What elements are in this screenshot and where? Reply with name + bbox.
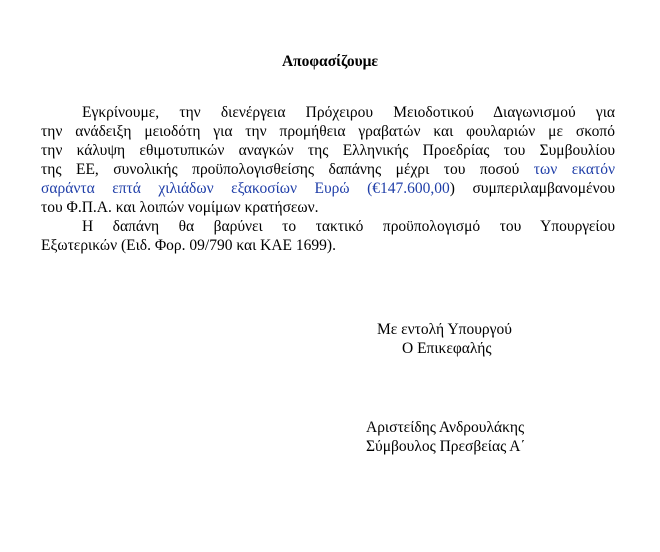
paragraph-line-3: την κάλυψη εθιμοτυπικών αναγκών της Ελληνικής Προεδρίας του Συμβουλίου [41, 142, 615, 159]
budget-line-2: Εξωτερικών (Ειδ. Φορ. 09/790 και ΚΑΕ 1699). [41, 237, 336, 254]
paragraph-line-4 [41, 160, 615, 179]
amount-in-words-start: των εκατόν [533, 161, 615, 178]
signatory-title: Σύμβουλος Πρεσβείας Α΄ [366, 438, 526, 455]
decision-heading: Αποφασίζουμε [281, 53, 379, 70]
paragraph-line-5 [41, 179, 615, 198]
signature-role: Ο Επικεφαλής [402, 340, 492, 357]
budget-line-1: Η δαπάνη θα βαρύνει το τακτικό προϋπολογισμό του Υπουργείου [82, 218, 615, 235]
paragraph-line-5-text: ) συμπεριλαμβανομένου [449, 180, 615, 197]
paragraph-line-6: του Φ.Π.Α. και λοιπών νομίμων κρατήσεων. [41, 199, 319, 216]
paragraph-line-1 [41, 103, 615, 122]
paragraph-line-2: την ανάδειξη μειοδότη για την προμήθεια γραβατών και φουλαριών με σκοπό [41, 123, 615, 140]
amount-in-words-end: σαράντα επτά χιλιάδων εξακοσίων Ευρώ (€147.600,00 [41, 180, 450, 197]
paragraph-line-1-text: Εγκρίνουμε, την διενέργεια Πρόχειρου Μειοδοτικού Διαγωνισμού για [82, 104, 615, 121]
signature-on-behalf: Με εντολή Υπουργού [377, 321, 512, 338]
signatory-name: Αριστείδης Ανδρουλάκης [366, 419, 525, 436]
paragraph-line-4-text: της ΕΕ, συνολικής προϋπολογισθείσης δαπάνης μέχρι του ποσού [41, 161, 520, 178]
